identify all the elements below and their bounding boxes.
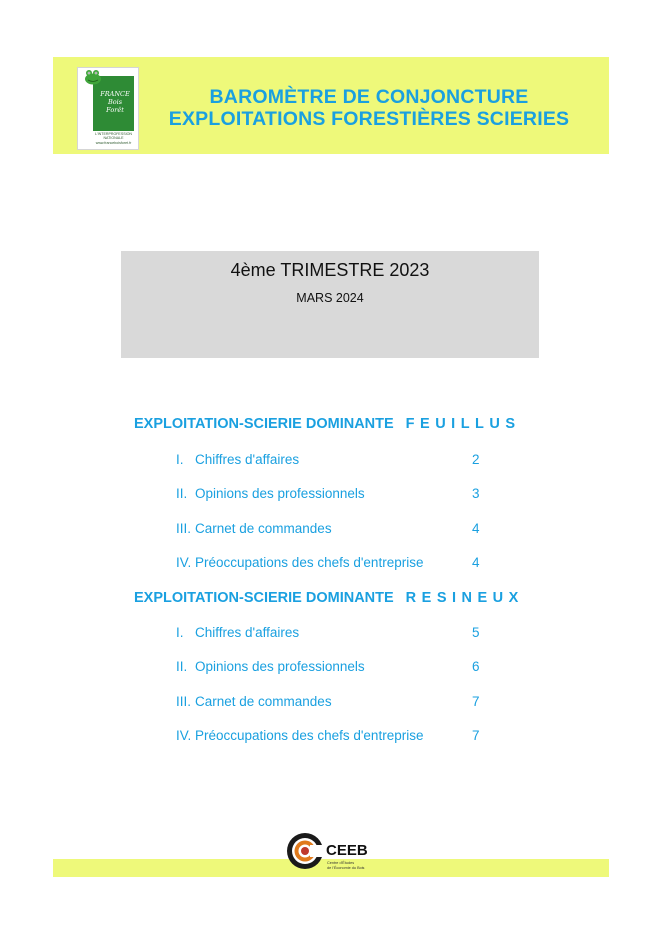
toc-item-label: Opinions des professionnels xyxy=(195,659,365,674)
toc-item-page: 3 xyxy=(472,486,480,501)
toc-item[interactable] xyxy=(176,694,486,712)
ceeb-subtitle-line: de l'Économie du Bois xyxy=(327,865,365,870)
toc-item[interactable] xyxy=(176,728,486,746)
toc-item-page: 4 xyxy=(472,555,480,570)
ceeb-logo xyxy=(286,831,381,873)
report-title xyxy=(149,86,589,130)
section-title-resineux xyxy=(134,590,524,606)
toc-item[interactable] xyxy=(176,659,486,677)
toc-item-page: 6 xyxy=(472,659,480,674)
toc-item-number: III. xyxy=(176,694,192,709)
report-title-line1: BAROMÈTRE DE CONJONCTURE xyxy=(209,86,529,108)
toc-item-number: IV. xyxy=(176,555,192,570)
section-heading: EXPLOITATION-SCIERIE DOMINANTE xyxy=(134,416,394,432)
toc-item-label: Préoccupations des chefs d'entreprise xyxy=(195,728,424,743)
toc-item[interactable] xyxy=(176,521,486,539)
ceeb-subtitle xyxy=(327,861,364,870)
toc-item-label: Chiffres d'affaires xyxy=(195,452,300,467)
toc-item[interactable] xyxy=(176,625,486,643)
section-title-feuillus xyxy=(134,416,521,432)
toc-item-page: 7 xyxy=(472,728,480,743)
publication-date: MARS 2024 xyxy=(296,291,364,305)
toc-item-label: Opinions des professionnels xyxy=(195,486,365,501)
header-band xyxy=(53,57,609,154)
ceeb-wordmark: CEEB xyxy=(326,842,368,859)
toc-item-page: 2 xyxy=(472,452,480,467)
toc-item-number: II. xyxy=(176,659,188,674)
toc-item-label: Carnet de commandes xyxy=(195,694,332,709)
period-box xyxy=(121,251,539,358)
logo-line-france: FRANCE xyxy=(100,90,130,98)
toc-item-number: I. xyxy=(176,625,184,640)
toc-item-label: Préoccupations des chefs d'entreprise xyxy=(195,555,424,570)
section-category: FEUILLUS xyxy=(405,416,521,432)
toc-item[interactable] xyxy=(176,555,486,573)
toc-item[interactable] xyxy=(176,486,486,504)
toc-item-number: III. xyxy=(176,521,192,536)
frog-mascot-icon xyxy=(82,68,104,86)
toc-item[interactable] xyxy=(176,452,486,470)
ceeb-subtitle-line: Centre d'Études xyxy=(327,861,355,865)
logo-caption-url: www.franceboisforet.fr xyxy=(95,140,132,145)
section-category: RESINEUX xyxy=(405,590,524,606)
toc-item-number: I. xyxy=(176,452,184,467)
section-heading: EXPLOITATION-SCIERIE DOMINANTE xyxy=(134,590,394,606)
logo-wordmark xyxy=(96,90,134,114)
quarter-label: 4ème TRIMESTRE 2023 xyxy=(230,260,430,280)
toc-item-page: 7 xyxy=(472,694,480,709)
logo-line-bois: Bois xyxy=(107,98,123,106)
toc-item-label: Chiffres d'affaires xyxy=(195,625,300,640)
logo-line-foret: Forêt xyxy=(106,106,124,114)
report-title-line2: EXPLOITATIONS FORESTIÈRES SCIERIES xyxy=(168,108,570,130)
toc-item-number: IV. xyxy=(176,728,192,743)
toc-item-page: 5 xyxy=(472,625,480,640)
logo-caption-line: L'INTERPROFESSION xyxy=(94,132,133,136)
logo-caption xyxy=(91,132,136,145)
toc-item-label: Carnet de commandes xyxy=(195,521,332,536)
toc-item-number: II. xyxy=(176,486,188,501)
ceeb-logo-mark-icon xyxy=(286,831,324,871)
toc-item-page: 4 xyxy=(472,521,480,536)
france-bois-foret-logo xyxy=(77,67,139,150)
logo-caption-line: NATIONALE xyxy=(103,136,124,141)
